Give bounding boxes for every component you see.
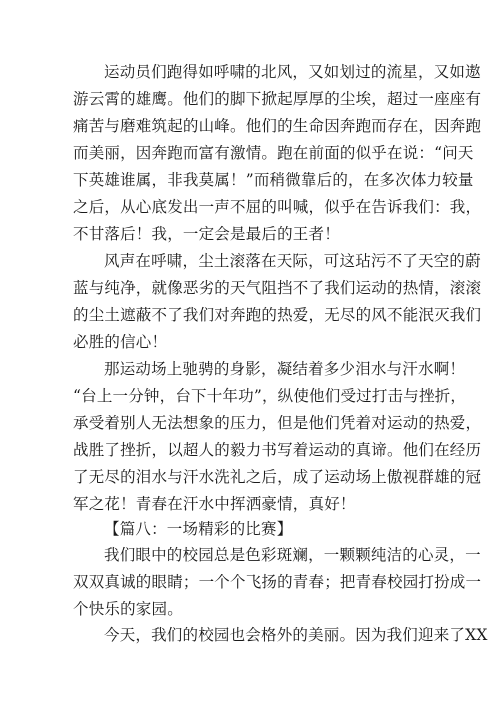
paragraph-1-line-3: 痛苦与磨难筑起的山峰。他们的生命因奔跑而存在，因奔跑: [73, 117, 482, 135]
paragraph-3-line-5: 了无尽的泪水与汗水洗礼之后，成了运动场上傲视群雄的冠: [73, 468, 482, 486]
paragraph-2-line-3: 的尘土遮蔽不了我们对奔跑的热爱，无尽的风不能泯灭我们: [73, 306, 482, 324]
paragraph-2-line-2: 蓝与纯净，就像恶劣的天气阻挡不了我们运动的热情，滚滚: [73, 279, 482, 297]
paragraph-4-line-1: 我们眼中的校园总是色彩斑斓，一颗颗纯洁的心灵，一: [104, 546, 481, 564]
paragraph-5-line-1: 今天，我们的校园也会格外的美丽。因为我们迎来了XX: [104, 626, 488, 644]
paragraph-3-line-2: “台上一分钟，台下十年功”，纵使他们受过打击与挫折，: [73, 387, 467, 405]
paragraph-3-line-4: 战胜了挫折，以超人的毅力书写着运动的真谛。他们在经历: [73, 441, 482, 459]
paragraph-3-line-6: 军之花！青春在汗水中挥洒豪情，真好！: [73, 495, 356, 513]
paragraph-3-line-1: 那运动场上驰骋的身影，凝结着多少泪水与汗水啊！: [104, 360, 466, 378]
paragraph-1-line-5: 下英雄谁属，非我莫属！”而稍微靠后的，在多次体力较量: [73, 171, 474, 189]
section-heading: 【篇八：一场精彩的比赛】: [104, 520, 293, 538]
paragraph-3-line-3: 承受着别人无法想象的压力，但是他们凭着对运动的热爱，: [73, 414, 482, 432]
paragraph-1-line-4: 而美丽，因奔跑而富有激情。跑在前面的似乎在说：“问天: [73, 144, 474, 162]
paragraph-1-line-6: 之后，从心底发出一声不屈的叫喊，似乎在告诉我们：我，: [73, 198, 482, 216]
paragraph-1-line-7: 不甘落后！我，一定会是最后的王者！: [73, 225, 340, 243]
paragraph-4-line-2: 双双真诚的眼睛；一个个飞扬的青春；把青春校园打扮成一: [73, 573, 482, 591]
paragraph-1-line-2: 游云霄的雄鹰。他们的脚下掀起厚厚的尘埃，超过一座座有: [73, 90, 482, 108]
paragraph-2-line-4: 必胜的信心！: [73, 333, 168, 351]
paragraph-4-line-3: 个快乐的家园。: [73, 600, 183, 618]
paragraph-2-line-1: 风声在呼啸，尘土滚落在天际，可这玷污不了天空的蔚: [104, 252, 481, 270]
paragraph-1-line-1: 运动员们跑得如呼啸的北风，又如划过的流星，又如遨: [104, 63, 481, 81]
